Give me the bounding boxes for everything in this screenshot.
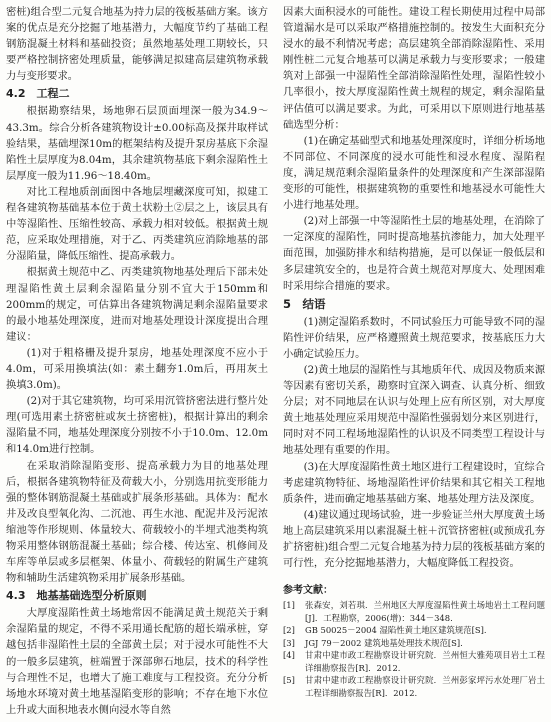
reference-item [283, 674, 545, 699]
reference-text: 张森安，刘若琪．兰州地区大厚度湿陷性黄土场地岩土工程问题[J]．工程勘察，2006(增)：344－348. [305, 600, 545, 623]
reference-text: 甘肃中建市政工程勘察设计研究院．兰州恒大雅苑项目岩土工程详细勘察报告[R]．2012. [305, 650, 545, 673]
reference-list [283, 599, 545, 699]
reference-text: JGJ 79－2002 建筑地基处理技术规范[S]. [305, 637, 463, 648]
paragraph: 对比工程地质剖面图中各地层埋藏深度可知，拟建工程各建筑物基础基本位于黄土状粉土②层之上，该层具有中等湿陷性、压缩性较高、承载力相对较低。根据黄土规范，应采取处理措施，对于乙、丙类建筑应消除地基的部分湿陷量，降低压缩性、提高承载力。 [6, 185, 268, 263]
paragraph: (1)对于粗格栅及提升泵房，地基处理深度不应小于4.0m，可采用换填法(如：素土翻夯1.0m后，再用灰土换填3.0m)。 [6, 346, 268, 392]
paragraph: 根据勘察结果，场地卵石层顶面埋深一般为34.9～43.3m。综合分析各建筑物设计±0.00标高及探井取样试验结果，基础埋深10m的框架结构及提升泵房基底下余湿陷性土层厚度为8.04m，其余建筑物基底下剩余湿陷性土层厚度一般为11.96～18.40m。 [6, 105, 268, 182]
paragraph: (4)建议通过现场试验，进一步验证兰州大厚度黄土场地上高层建筑采用以素混凝土桩＋沉管挤密桩(或预成孔夯扩挤密桩)组合型二元复合地基为持力层的筏板基础方案的可行性，充分挖掘地基潜力，大幅度降低工程投资。 [283, 508, 545, 570]
section-heading-5: 5 结语 [283, 296, 326, 311]
paragraph: (1)在确定基础型式和地基处理深度时，详细分析场地不同部位、不同深度的浸水可能性和浸水程度、湿陷程度，满足规范剩余湿陷量条件的处理深度和产生深部湿陷变形的可能性，根据建筑物的重要性和地基浸水可能性大小进行地基处理。 [283, 134, 545, 212]
paragraph: 大厚度湿陷性黄土场地常因不能满足黄土规范关于剩余湿陷量的规定，不得不采用通长配筋的超长端承桩，穿越包括非湿陷性土层的全部黄土层；对于浸水可能性不大的一般多层建筑，桩端置于深部卵石地层，技术的科学性与合理性不足，也增大了施工难度与工程投资。充分分析场地水环境对黄土地基湿陷变形的影响；不存在地下水位上升或大面积地表水侧向浸水等自然 [6, 607, 268, 716]
reference-number: [5] [283, 675, 295, 686]
reference-item [283, 599, 545, 624]
reference-item [283, 637, 545, 650]
reference-item [283, 624, 545, 637]
reference-number: [2] [283, 625, 295, 636]
reference-number: [4] [283, 650, 295, 661]
reference-item [283, 649, 545, 674]
reference-number: [1] [283, 600, 295, 611]
paragraph: 因素大面积浸水的可能性。建设工程长期使用过程中局部管道漏水是可以采取严格措施控制的。按发生大面积充分浸水的最不利情况考虑；高层建筑全部消除湿陷性、采用刚性桩二元复合地基可以满足承载力与变形要求；一般建筑对上部强一中湿陷性全部消除湿陷性处理，湿陷性较小几率很小，按大厚度湿陷性黄土规程的规定，剩余湿陷量评估值可以满足要求。为此，可采用以下原则进行地基基础选型分析： [283, 6, 545, 131]
paragraph: (1)测定湿陷系数时，不同试验压力可能导致不同的湿陷性评价结果，应严格遵照黄土规范要求，按基底压力大小确定试验压力。 [283, 315, 545, 360]
paragraph: 根据黄土规范中乙、丙类建筑物地基处理后下部未处理湿陷性黄土层剩余湿陷量分别不宜大于150mm和200mm的规定，可估算出各建筑物满足剩余湿陷量要求的最小地基处理深度，进而对地基处理设计深度提出合理建议： [6, 266, 268, 343]
paragraph: (2)黄土地层的湿陷性与其地质年代、成因及物质来源等因素有密切关系，勘察时宜深入调查、认真分析、细致分层；对不同地层在认识与处理上应有所区别，对大厚度黄土地基处理应采用规范中湿陷性强弱划分来区别进行，同时对不同工程场地湿陷性的认识及不同类型工程设计与地基处理有重要的作用。 [283, 363, 545, 457]
reference-text: 甘肃中建市政工程勘察设计研究院．兰州彭家坪污水处理厂岩土工程详细勘察报告[R]．2012. [305, 675, 545, 698]
paragraph: 密桩)组合型二元复合地基为持力层的筏板基础方案。该方案的优点是充分挖掘了地基潜力，大幅度节约了基础工程钢筋混凝土材料和基础投资；虽然地基处理工期较长，只要严格控制挤密处理质量，能够满足拟建高层建筑物承载力与变形要求。 [6, 6, 268, 83]
left-column [6, 4, 268, 718]
paragraph: (2)对于其它建筑物，均可采用沉管挤密法进行整片处理(可选用素土挤密桩或灰土挤密桩)，根据计算出的剩余湿陷量不同，地基处理深度分别按不小于10.0m、12.0m和14.0m进行控制。 [6, 395, 268, 456]
section-heading-4-2: 4.2 工程二 [6, 87, 70, 101]
reference-number: [3] [283, 637, 295, 648]
right-column [283, 4, 545, 699]
section-heading-4-3: 4.3 地基基础选型分析原则 [6, 589, 147, 603]
paragraph: (3)在大厚度湿陷性黄土地区进行工程建设时，宜综合考虑建筑物特征、场地湿陷性评价结果和其它相关工程地质条件，进而确定地基基础方案、地基处理方法及深度。 [283, 460, 545, 505]
paragraph: (2)对上部强一中等湿陷性土层的地基处理，在消除了一定深度的湿陷性，同时提高地基抗渗能力，加大处理平面范围，加强防排水和结构措施，是可以保证一般低层和多层建筑安全的，也是符合黄土规范对厚度大、处理困难时采用综合措施的要求。 [283, 215, 545, 292]
references-title: 参考文献： [283, 585, 333, 597]
paragraph: 在采取消除湿陷变形、提高承载力为目的地基处理后，根据各建筑物特征及荷载大小，分别选用抗变形能力强的整体钢筋混凝土基础或扩展条形基础。具体为：配水井及改良型氧化沟、二沉池、再生水池、配泥井及污泥浓缩池等作形规则、体量较大、荷载较小的半埋式池类构筑物采用整体钢筋混凝土基础；综合楼、传达室、机修间及车库等单层或多层框架、体量小、荷载轻的附属生产建筑物和辅助生活建筑物采用扩展条形基础。 [6, 459, 268, 585]
reference-text: GB 50025－2004 湿陷性黄土地区建筑规范[S]. [305, 625, 487, 636]
